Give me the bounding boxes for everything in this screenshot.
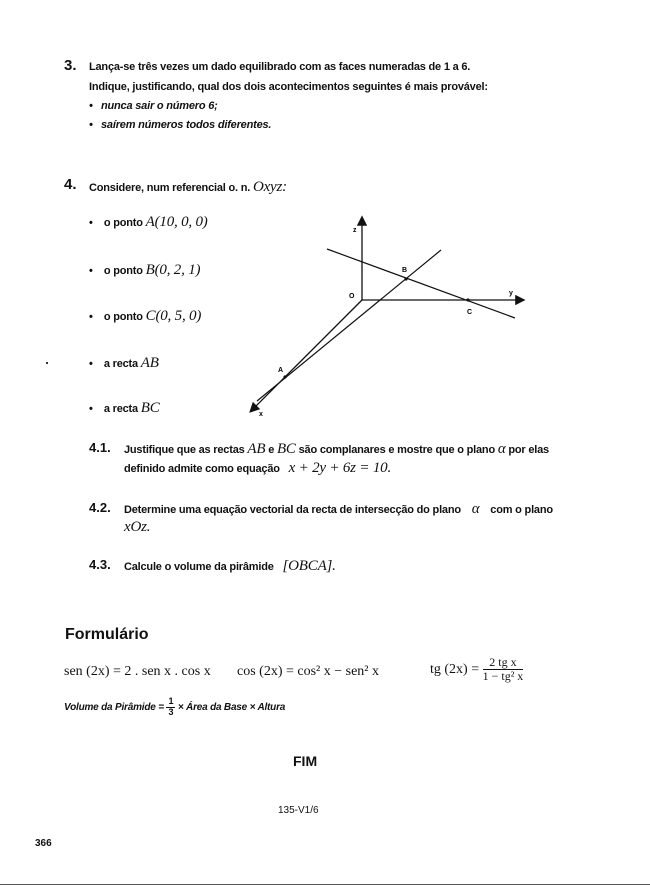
q42-m1: α [471, 501, 480, 517]
formula-volume-rhs: × Área da Base × Altura [177, 702, 286, 714]
q41-t4: por elas [508, 444, 549, 456]
q4-item-a-label: o ponto [103, 217, 143, 229]
x-axis [251, 300, 362, 411]
label-b: B [402, 267, 408, 274]
q42-line1 [124, 501, 553, 518]
point-b-dot [404, 277, 407, 280]
page-number: 366 [35, 838, 52, 849]
q41-m3: α [497, 441, 506, 457]
exam-code: 135-V1/6 [278, 805, 319, 816]
q43-m1: [OBCA]. [282, 558, 336, 574]
formulario-title: Formulário [65, 626, 149, 643]
q43-line1 [124, 558, 336, 575]
formula-tg2x-num: 2 tg x [483, 656, 524, 670]
formula-cos2x: cos (2x) = cos² x − sen² x [237, 664, 379, 679]
q42-m2: xOz. [124, 519, 151, 535]
q43-number: 4.3. [89, 557, 111, 572]
q4-item-ab-label: a recta [103, 358, 138, 370]
label-z: z [353, 227, 357, 234]
q4-intro-math: Oxyz: [252, 179, 287, 195]
q42-number: 4.2. [89, 500, 111, 515]
q4-item-ab-math: AB [140, 355, 159, 371]
q41-t2: e [268, 444, 275, 456]
q4-item-a-math: A(10, 0, 0) [145, 214, 208, 230]
fim-label: FIM [293, 753, 318, 769]
q42-line2 [124, 519, 150, 536]
formula-tg2x-lhs: tg (2x) = [430, 661, 480, 677]
q42-t2: com o plano [490, 504, 553, 516]
q41-t5: definido admite como equação [124, 463, 280, 475]
q3-option-1-text: nunca sair o número 6; [101, 100, 218, 112]
q41-number: 4.1. [89, 440, 111, 455]
q41-t3: são complanares e mostre que o plano [298, 444, 495, 456]
point-a-dot [283, 375, 286, 378]
q43-t1: Calcule o volume da pirâmide [124, 561, 274, 573]
formula-tg2x [430, 656, 523, 683]
q4-item-c-label: o ponto [103, 311, 143, 323]
q3-option-2 [89, 119, 271, 131]
q4-number: 4. [64, 176, 77, 193]
q4-item-bc-label: a recta [103, 403, 138, 415]
q4-item-b-math: B(0, 2, 1) [145, 262, 201, 278]
formula-volume-lhs: Volume da Pirâmide = [64, 702, 164, 714]
q3-option-2-text: saírem números todos diferentes. [101, 119, 272, 131]
q4-item-c [89, 308, 201, 325]
q41-t1: Justifique que as rectas [124, 444, 245, 456]
q4-item-c-math: C(0, 5, 0) [145, 308, 202, 324]
coordinate-diagram [230, 205, 540, 425]
q41-m4: x + 2y + 6z = 10. [288, 460, 391, 476]
label-o: O [349, 293, 355, 300]
q3-line1: Lança-se três vezes um dado equilibrado com as faces numeradas de 1 a 6. [89, 61, 471, 73]
label-y: y [509, 290, 513, 297]
formula-volume-num: 1 [168, 696, 174, 706]
formula-tg2x-fraction [483, 656, 524, 683]
q4-item-ab [89, 355, 159, 372]
bottom-rule [0, 884, 650, 885]
formula-tg2x-den: 1 − tg² x [482, 669, 524, 684]
q4-item-b-label: o ponto [103, 265, 143, 277]
q41-line2 [124, 460, 391, 477]
label-c: C [467, 309, 473, 316]
q4-item-bc-math: BC [140, 400, 160, 416]
point-c-dot [466, 298, 469, 301]
q3-line2: Indique, justificando, qual dos dois acontecimentos seguintes é mais provável: [89, 81, 488, 93]
formula-sen2x: sen (2x) = 2 . sen x . cos x [64, 664, 211, 679]
formula-volume-fraction [166, 697, 175, 718]
q4-item-a [89, 214, 208, 231]
q4-item-b [89, 262, 200, 279]
q3-number: 3. [64, 57, 77, 74]
q41-m2: BC [276, 441, 296, 457]
q4-item-bc [89, 400, 160, 417]
formula-volume [64, 697, 285, 718]
label-a: A [278, 367, 284, 374]
formula-volume-den: 3 [168, 706, 174, 717]
stray-mark [46, 362, 48, 364]
q41-m1: AB [247, 441, 266, 457]
q4-intro-text: Considere, num referencial o. n. [89, 182, 251, 194]
q4-intro [89, 179, 287, 196]
q3-option-1 [89, 100, 218, 112]
label-x: x [259, 411, 263, 418]
q42-t1: Determine uma equação vectorial da recta de intersecção do plano [124, 504, 461, 516]
q41-line1 [124, 441, 549, 458]
